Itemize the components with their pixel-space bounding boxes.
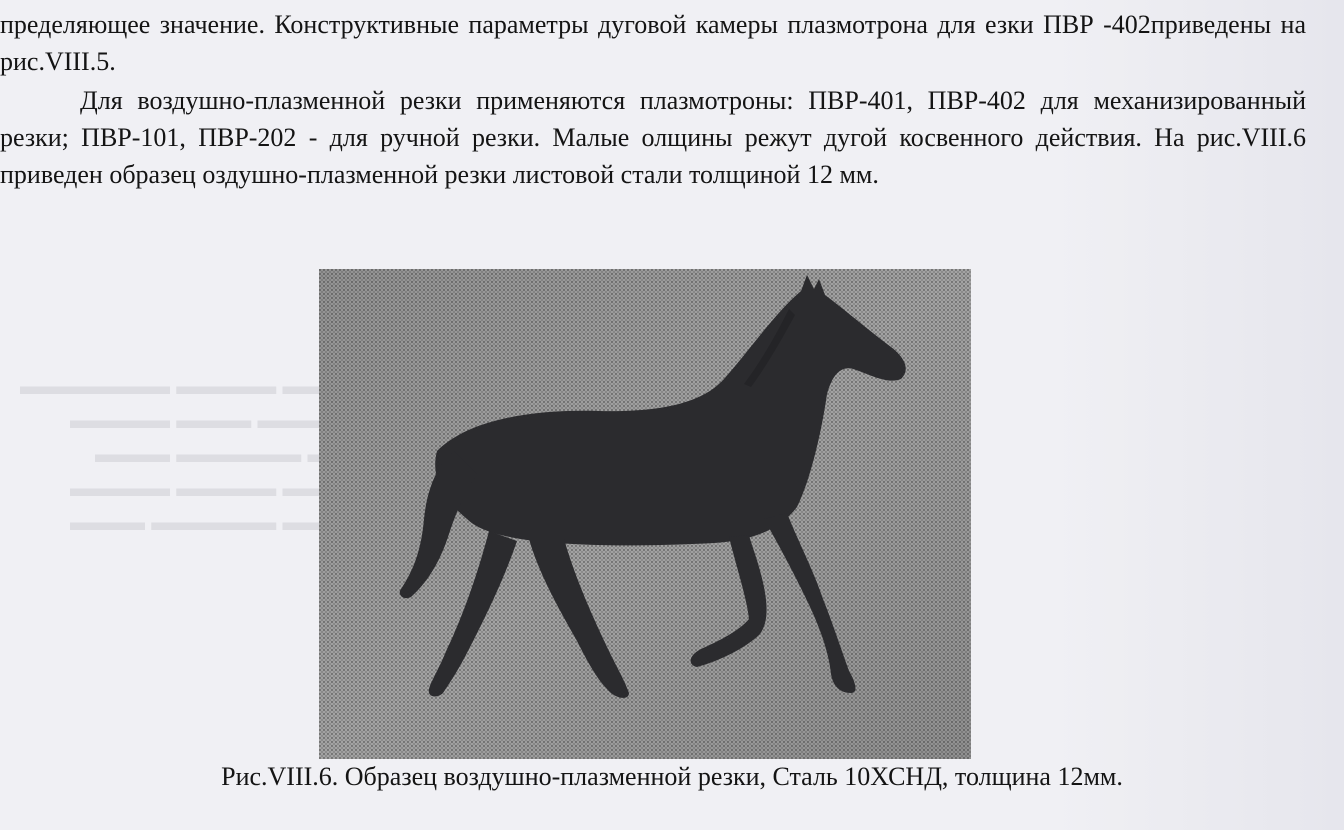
figure-photo bbox=[319, 269, 971, 759]
paragraph-1: пределяющее значение. Конструктивные параметры дуговой камеры плазмотрона для езки ПВР -402приведены на рис.VIII.5. bbox=[0, 10, 1306, 76]
paragraph-2: Для воздушно-плазменной резки применяются плазмотроны: ПВР-401, ПВР-402 для механизированный резки; ПВР-101, ПВР-202 - для ручной резки. Малые олщины режут дугой косвенного действия. На рис.VIII.6 приведен образец оздушно-плазменной резки листовой стали толщиной 12 мм. bbox=[0, 86, 1306, 189]
body-text bbox=[0, 6, 1306, 193]
figure-caption: Рис.VIII.6. Образец воздушно-плазменной резки, Сталь 10ХСНД, толщина 12мм. bbox=[221, 762, 1123, 791]
